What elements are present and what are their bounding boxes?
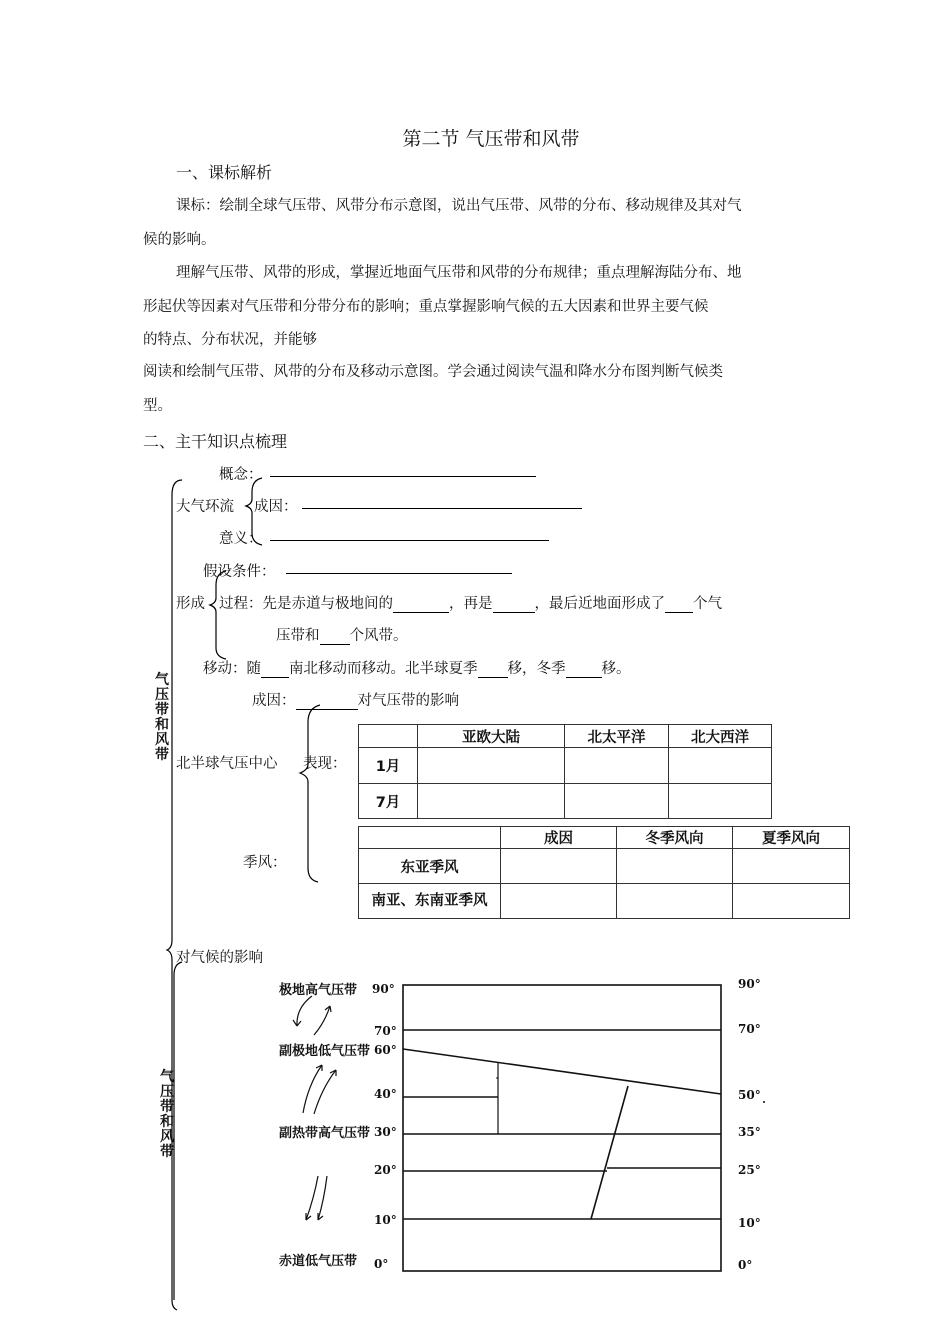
left-lat-90: 90°	[372, 982, 395, 996]
p2-line3: 的特点、分布状况，并能够	[143, 332, 317, 348]
arrow-sub-north-2-icon	[314, 1070, 336, 1114]
process-text-b: ，再是	[449, 596, 493, 612]
circulation-label: 大气环流	[176, 499, 234, 515]
meaning-label: 意义：	[219, 531, 263, 547]
process-text-a: 过程：先是赤道与极地间的	[219, 596, 393, 612]
right-lat-10: 10°	[738, 1216, 761, 1230]
p2-line2: 形起伏等因素对气压带和分带分布的影响；重点掌握影响气候的五大因素和世界主要气候	[143, 299, 709, 315]
t1-header-npacific: 北太平洋	[565, 725, 669, 748]
move-text-a: 移动：随	[203, 661, 261, 677]
cause-label: 成因：	[254, 499, 298, 515]
line-diagonal	[591, 1086, 628, 1219]
line-60-slant	[403, 1049, 721, 1094]
climate-effect-label: 对气候的影响	[176, 950, 263, 966]
left-lat-10: 10°	[374, 1213, 397, 1227]
t2-header-summer: 夏季风向	[733, 827, 850, 849]
left-lat-0: 0°	[374, 1257, 389, 1271]
belt-label-subtropical-high: 副热带高气压带	[279, 1126, 371, 1141]
process-text-e: 压带和	[276, 628, 320, 644]
section1-heading: 一、课标解析	[176, 163, 273, 182]
right-lat-50: 50°	[738, 1088, 761, 1102]
left-lat-70: 70°	[374, 1024, 397, 1038]
left-lat-30: 30°	[374, 1125, 397, 1139]
page-title: 第二节 气压带和风带	[402, 128, 580, 150]
monsoon-label: 季风：	[243, 855, 287, 871]
t1-row-jan-label: 1月	[359, 748, 418, 784]
right-lat-70: 70°	[738, 1022, 761, 1036]
arrow-trade-1-icon	[306, 1176, 318, 1220]
right-lat-0: 0°	[738, 1258, 753, 1272]
performance-label: 表现：	[303, 756, 347, 772]
left-lat-40: 40°	[374, 1087, 397, 1101]
right-lat-90: 90°	[738, 977, 761, 991]
belt-label-equatorial-low: 赤道低气压带	[279, 1254, 358, 1269]
p1-line2: 候的影响。	[143, 232, 216, 248]
arrow-sub-north-1-icon	[303, 1065, 322, 1113]
nh-center-label: 北半球气压中心	[176, 756, 278, 772]
arrow-subpolar-up-icon	[314, 1006, 330, 1035]
t2-header-cause: 成因	[501, 827, 617, 849]
cause2-text-b: 对气压带的影响	[357, 693, 459, 709]
move-text-b: 南北移动而移动。北半球夏季	[289, 661, 478, 677]
vertical-label-top: 气压带和风带	[155, 672, 169, 763]
t2-row-eastasia-label: 东亚季风	[359, 849, 501, 884]
process-text-c: ，最后近地面形成了	[534, 596, 665, 612]
t1-header-natlantic: 北大西洋	[669, 725, 772, 748]
belt-label-polar-high: 极地高气压带	[279, 983, 358, 998]
section2-heading: 二、主干知识点梳理	[143, 432, 288, 451]
right-lat-25: 25°	[738, 1163, 761, 1177]
p3-line1: 阅读和绘制气压带、风带的分布及移动示意图。学会通过阅读气温和降水分布图判断气候类	[143, 364, 723, 380]
process-text-f: 个风带。	[349, 628, 408, 644]
diagram-frame	[403, 985, 721, 1271]
p1-line1: 课标：绘制全球气压带、风带分布示意图，说出气压带、风带的分布、移动规律及其对气	[176, 198, 742, 214]
left-lat-20: 20°	[374, 1163, 397, 1177]
left-lat-60: 60°	[374, 1043, 397, 1057]
process-text-d: 个气	[693, 596, 722, 612]
concept-label: 概念：	[219, 467, 263, 483]
p2-line1: 理解气压带、风带的形成，掌握近地面气压带和风带的分布规律；重点理解海陆分布、地	[176, 265, 742, 281]
move-text-d: 移。	[601, 661, 631, 677]
right-lat-35: 35°	[738, 1125, 761, 1139]
t2-header-winter: 冬季风向	[617, 827, 733, 849]
arrow-polar-down-icon	[297, 996, 312, 1026]
formation-label: 形成	[176, 596, 205, 612]
arrow-trade-2-icon	[318, 1176, 327, 1220]
cause2-text-a: 成因：	[252, 693, 296, 709]
assumption-label: 假设条件：	[203, 564, 276, 580]
p3-line2: 型。	[143, 398, 172, 414]
t1-row-jul-label: 7月	[359, 784, 418, 819]
move-text-c: 移，冬季	[507, 661, 566, 677]
t2-row-southasia-label: 南亚、东南亚季风	[359, 884, 501, 919]
belt-label-subpolar-low: 副极地低气压带	[279, 1044, 371, 1059]
t1-header-eurasia: 亚欧大陆	[418, 725, 565, 748]
vertical-label-bottom: 气压带和风带	[160, 1069, 174, 1160]
